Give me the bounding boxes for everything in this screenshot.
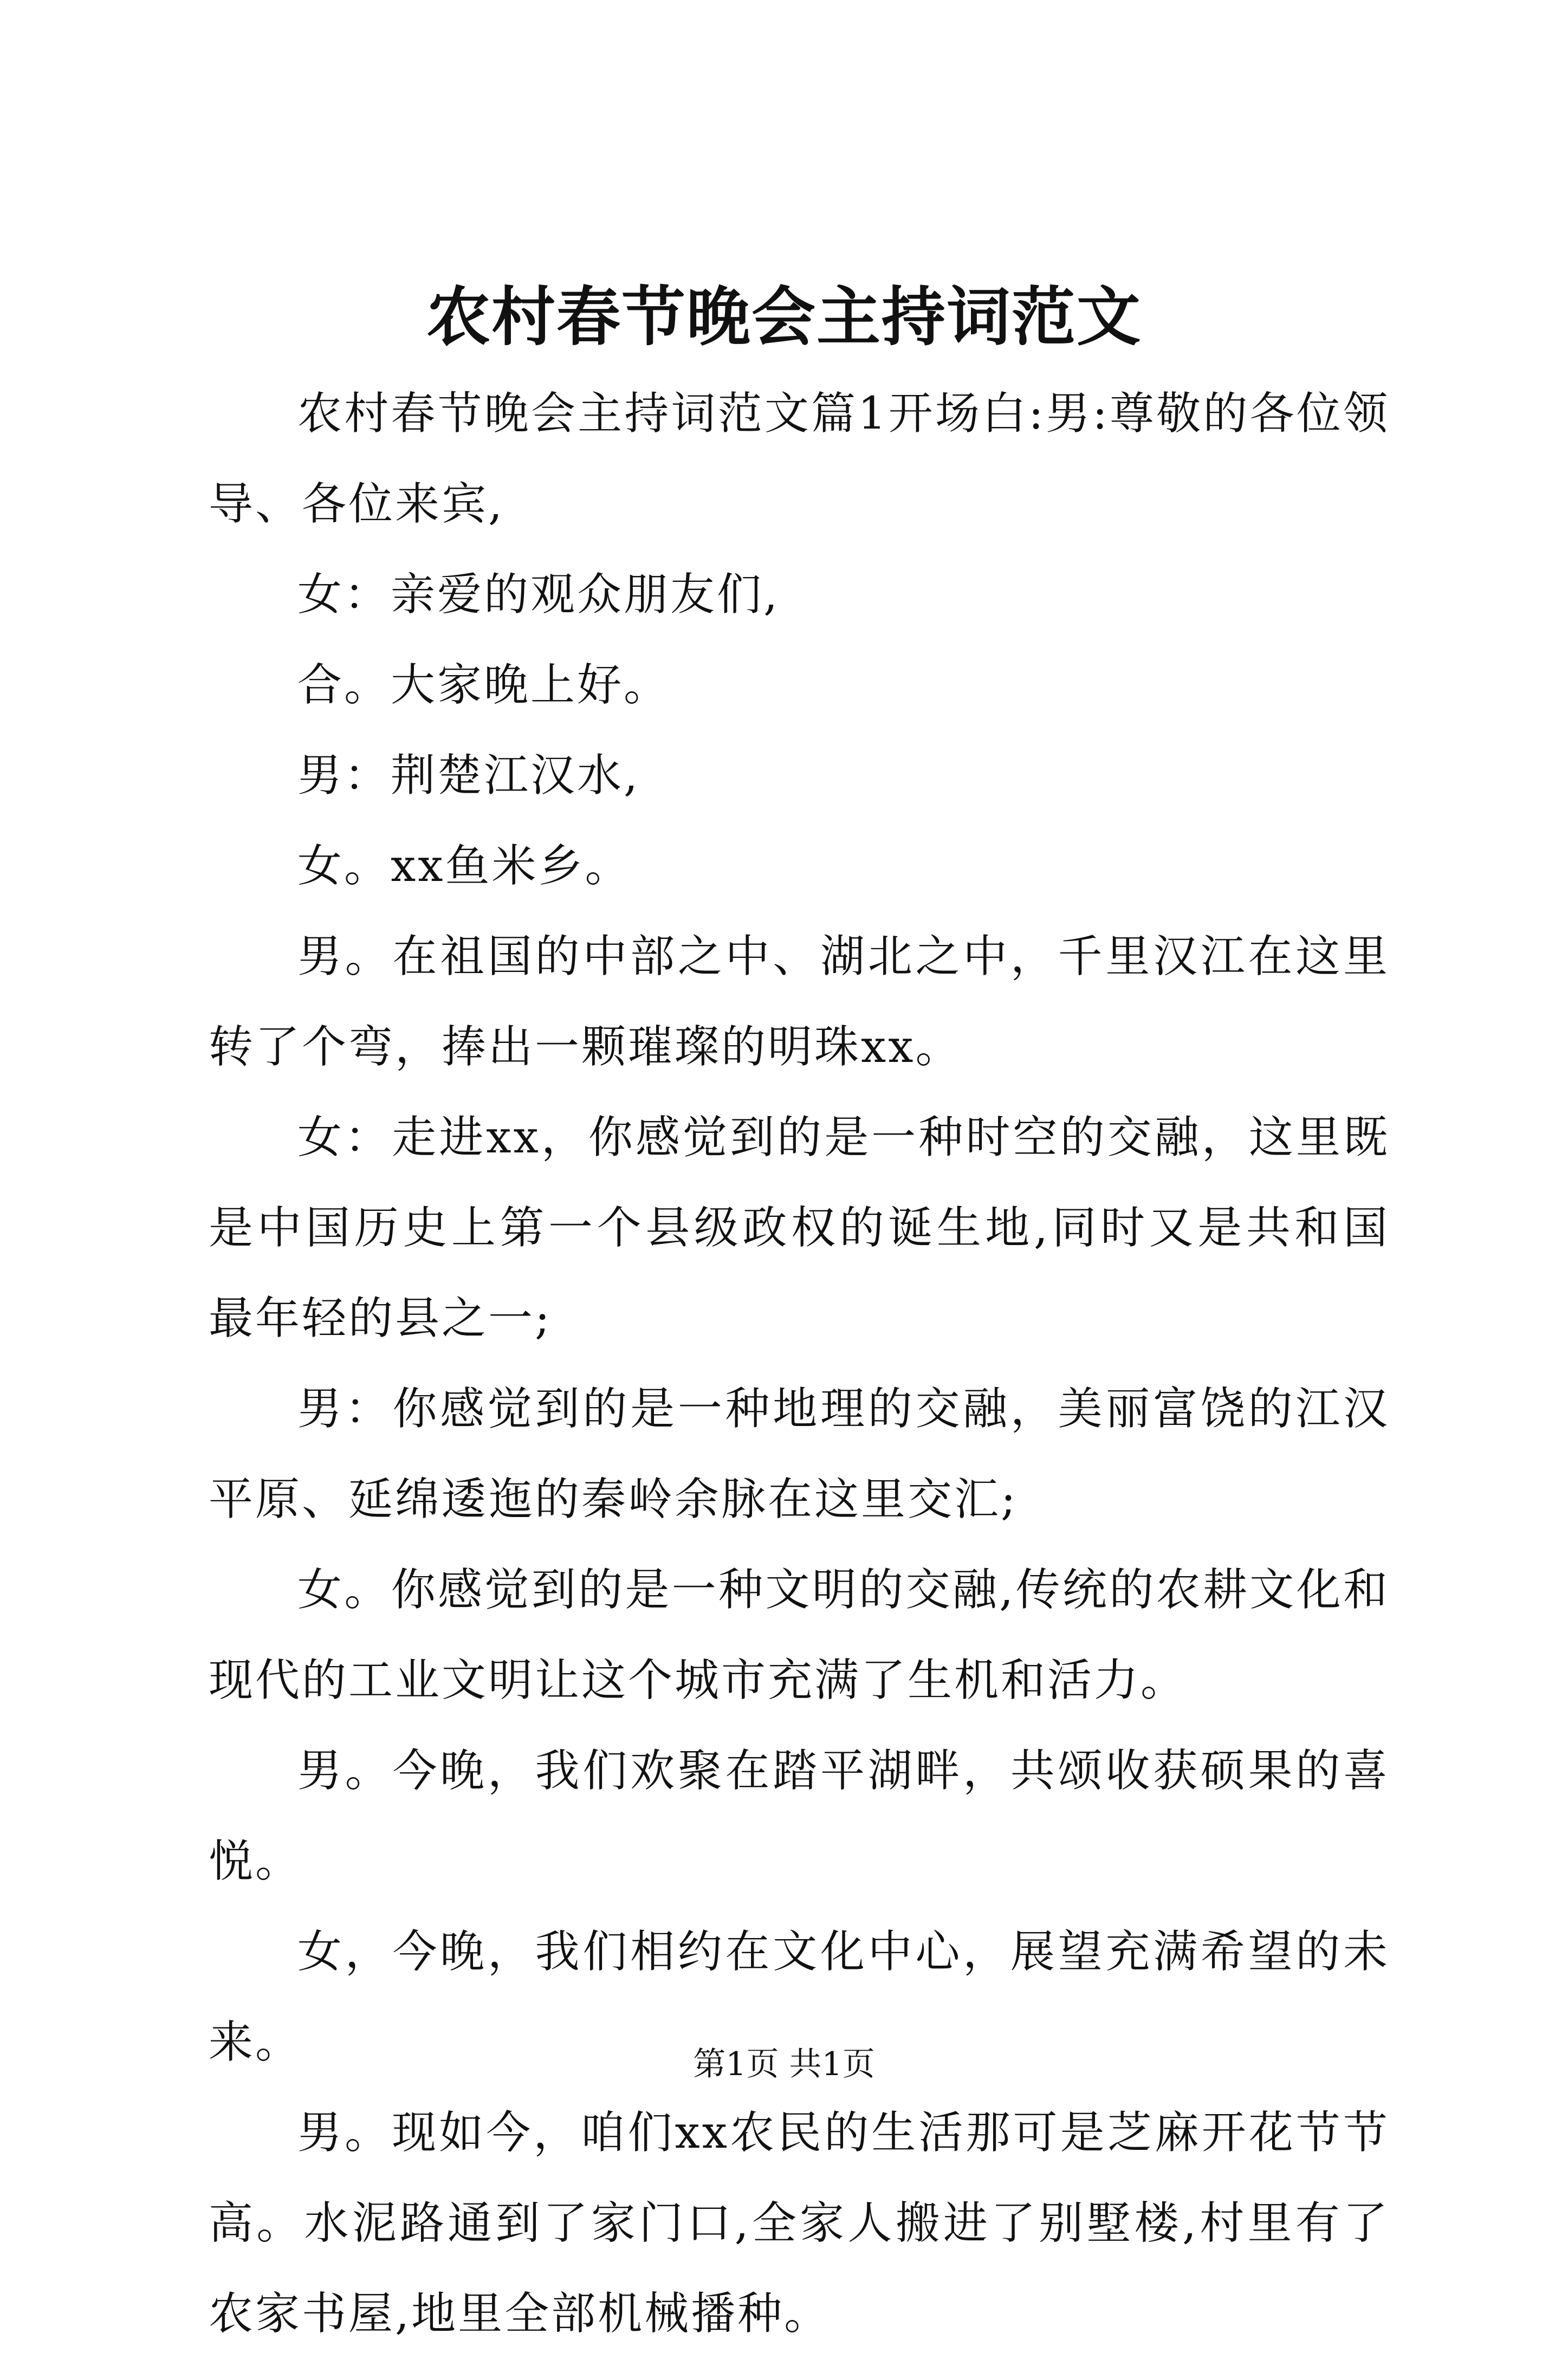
- paragraph: 女。你感觉到的是一种文明的交融,传统的农耕文化和现代的工业文明让这个城市充满了生机和活力。: [209, 1564, 1390, 1706]
- paragraph: 男。在祖国的中部之中、湖北之中，千里汉江在这里转了个弯，捧出一颗璀璨的明珠xx。: [209, 931, 1390, 1073]
- paragraph: 男：荆楚江汉水,: [297, 750, 640, 801]
- paragraph: 农村春节晚会主持词范文篇1开场白:男:尊敬的各位领导、各位来宾,: [209, 388, 1390, 530]
- paragraph: 女：走进xx，你感觉到的是一种时空的交融，这里既是中国历史上第一个县级政权的诞生地,同时又是共和国最年轻的县之一;: [209, 1112, 1390, 1344]
- paragraph: 男。今晚，我们欢聚在踏平湖畔，共颂收获硕果的喜悦。: [209, 1745, 1390, 1887]
- document-title: 农村春节晚会主持词范文: [426, 279, 1142, 354]
- page-footer: 第1页 共1页: [693, 2045, 875, 2083]
- paragraph: 女，今晚，我们相约在文化中心，展望充满希望的未来。: [209, 1926, 1390, 2068]
- paragraph: 男：你感觉到的是一种地理的交融，美丽富饶的江汉平原、延绵逶迤的秦岭余脉在这里交汇;: [209, 1383, 1390, 1525]
- paragraph: 合。大家晚上好。: [297, 659, 671, 711]
- paragraph: 女。xx鱼米乡。: [297, 840, 632, 892]
- paragraph: 女：亲爱的观众朋友们,: [297, 569, 780, 620]
- paragraph: 男。现如今，咱们xx农民的生活那可是芝麻开花节节高。水泥路通到了家门口,全家人搬进了别墅楼,村里有了农家书屋,地里全部机械播种。: [209, 2107, 1390, 2339]
